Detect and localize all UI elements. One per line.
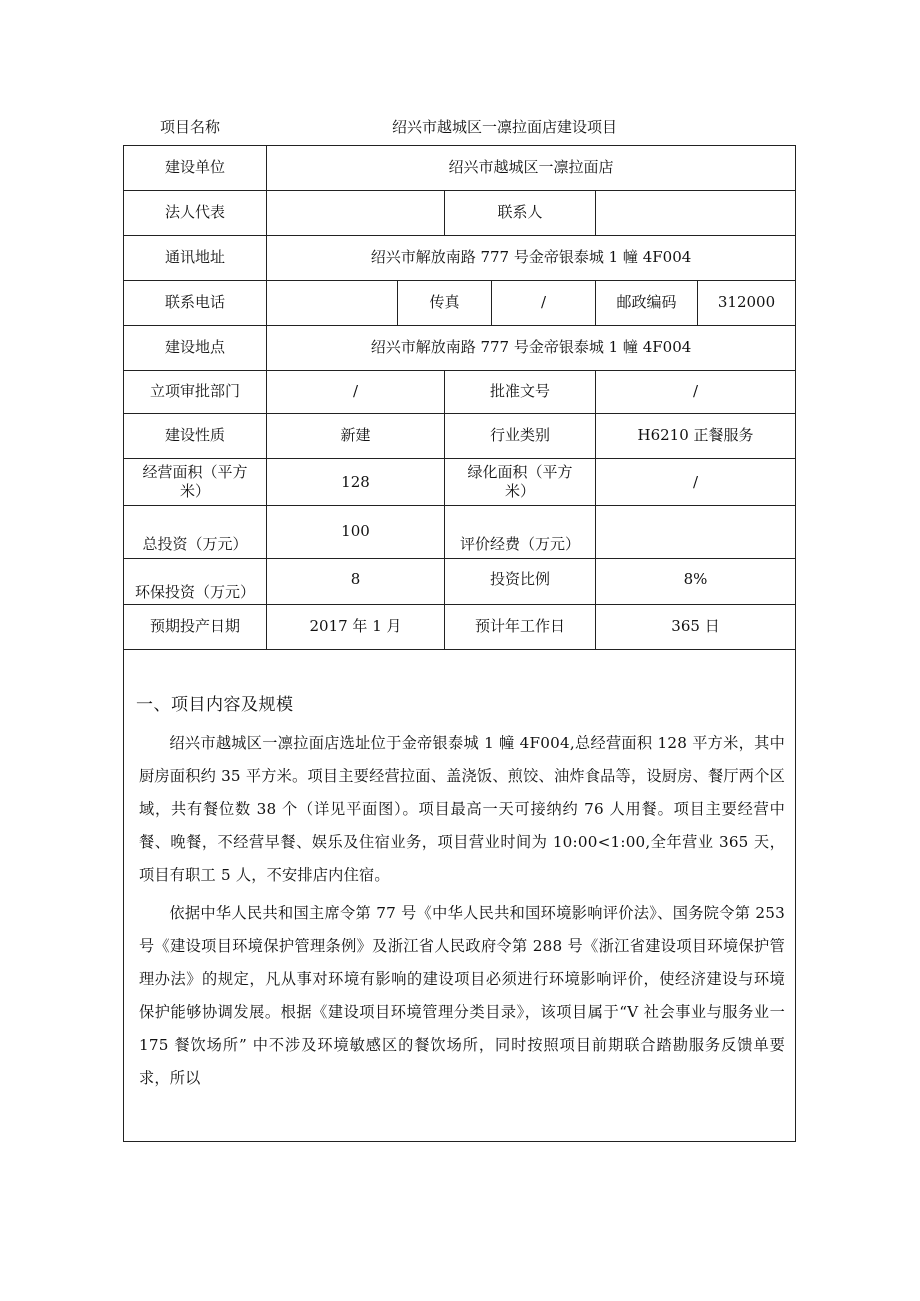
site-label: 建设地点 bbox=[164, 338, 225, 356]
workdays-value: 365 日 bbox=[671, 617, 720, 635]
section-title: 一、项目内容及规模 bbox=[136, 695, 294, 715]
postcode-label: 邮政编码 bbox=[616, 293, 677, 311]
phone-label: 联系电话 bbox=[164, 293, 225, 311]
approval-dept-label: 立项审批部门 bbox=[149, 382, 240, 400]
area-label-line1: 经营面积（平方 bbox=[142, 463, 248, 481]
project-name-value: 绍兴市越城区一凛拉面店建设项目 bbox=[392, 118, 618, 136]
fax-label: 传真 bbox=[429, 293, 460, 311]
workdays-label: 预计年工作日 bbox=[474, 617, 565, 635]
env-invest-label: 环保投资（万元） bbox=[134, 583, 255, 601]
green-area-value: / bbox=[692, 473, 699, 491]
paragraph-legal-basis: 依据中华人民共和国主席令第 77 号《中华人民共和国环境影响评价法》、国务院令第 253 号《建设项目环境保护管理条例》及浙江省人民政府令第 288 号《浙江省建设项目环境保护管理办法》的规定，凡从事对环境有影响的建设项目必须进行环境影响评价，使经济建设与环境保护能够协调发展。根据《建设项目环境管理分类目录》，该项目属于“V 社会事业与服务业一 175 餐饮场所” 中不涉及环境敏感区的餐饮场所，同时按照项目前期联合踏勘服务反馈单要求，所以 bbox=[139, 904, 785, 1087]
paragraph-project-scope: 绍兴市越城区一凛拉面店选址位于金帝银泰城 1 幢 4F004,总经营面积 128 平方米，其中厨房面积约 35 平方米。项目主要经营拉面、盖浇饭、煎饺、油炸食品等，设厨房、餐厅两个区域，共有餐位数 38 个（详见平面图）。项目最高一天可接纳约 76 人用餐。项目主要经营中餐、晚餐，不经营早餐、娱乐及住宿业务，项目营业时间为 10:00<1:00,全年营业 365 天，项目有职工 5 人，不安排店内住宿。 bbox=[139, 734, 785, 884]
nature-label: 建设性质 bbox=[164, 426, 225, 444]
eval-fee-label: 评价经费（万元） bbox=[459, 535, 580, 553]
approval-dept-value: / bbox=[352, 382, 359, 400]
area-label-line2: 米） bbox=[179, 482, 210, 500]
investment-label: 总投资（万元） bbox=[142, 535, 248, 553]
address-value: 绍兴市解放南路 777 号金帝银泰城 1 幢 4F004 bbox=[370, 248, 692, 266]
builder-label: 建设单位 bbox=[164, 158, 225, 176]
area-value: 128 bbox=[341, 473, 370, 491]
industry-value: H6210 正餐服务 bbox=[637, 426, 754, 444]
contact-label: 联系人 bbox=[497, 203, 543, 221]
approval-no-label: 批准文号 bbox=[489, 382, 550, 400]
industry-label: 行业类别 bbox=[489, 426, 550, 444]
approval-no-value: / bbox=[692, 382, 699, 400]
ratio-label: 投资比例 bbox=[489, 570, 550, 588]
postcode-value: 312000 bbox=[717, 293, 776, 311]
start-date-label: 预期投产日期 bbox=[149, 617, 240, 635]
env-invest-value: 8 bbox=[350, 570, 361, 588]
investment-value: 100 bbox=[341, 522, 370, 540]
nature-value: 新建 bbox=[340, 426, 371, 444]
ratio-value: 8% bbox=[683, 570, 708, 588]
green-area-label bbox=[445, 463, 595, 501]
green-label-line1: 绿化面积（平方 bbox=[467, 463, 573, 481]
start-date-value: 2017 年 1 月 bbox=[309, 617, 402, 635]
fax-value: / bbox=[540, 293, 547, 311]
builder-value: 绍兴市越城区一凛拉面店 bbox=[448, 158, 614, 176]
project-name-label: 项目名称 bbox=[160, 118, 221, 136]
green-label-line2: 米） bbox=[504, 482, 535, 500]
legal-rep-label: 法人代表 bbox=[164, 203, 225, 221]
address-label: 通讯地址 bbox=[164, 248, 225, 266]
area-label bbox=[124, 463, 266, 501]
site-value: 绍兴市解放南路 777 号金帝银泰城 1 幢 4F004 bbox=[370, 338, 692, 356]
